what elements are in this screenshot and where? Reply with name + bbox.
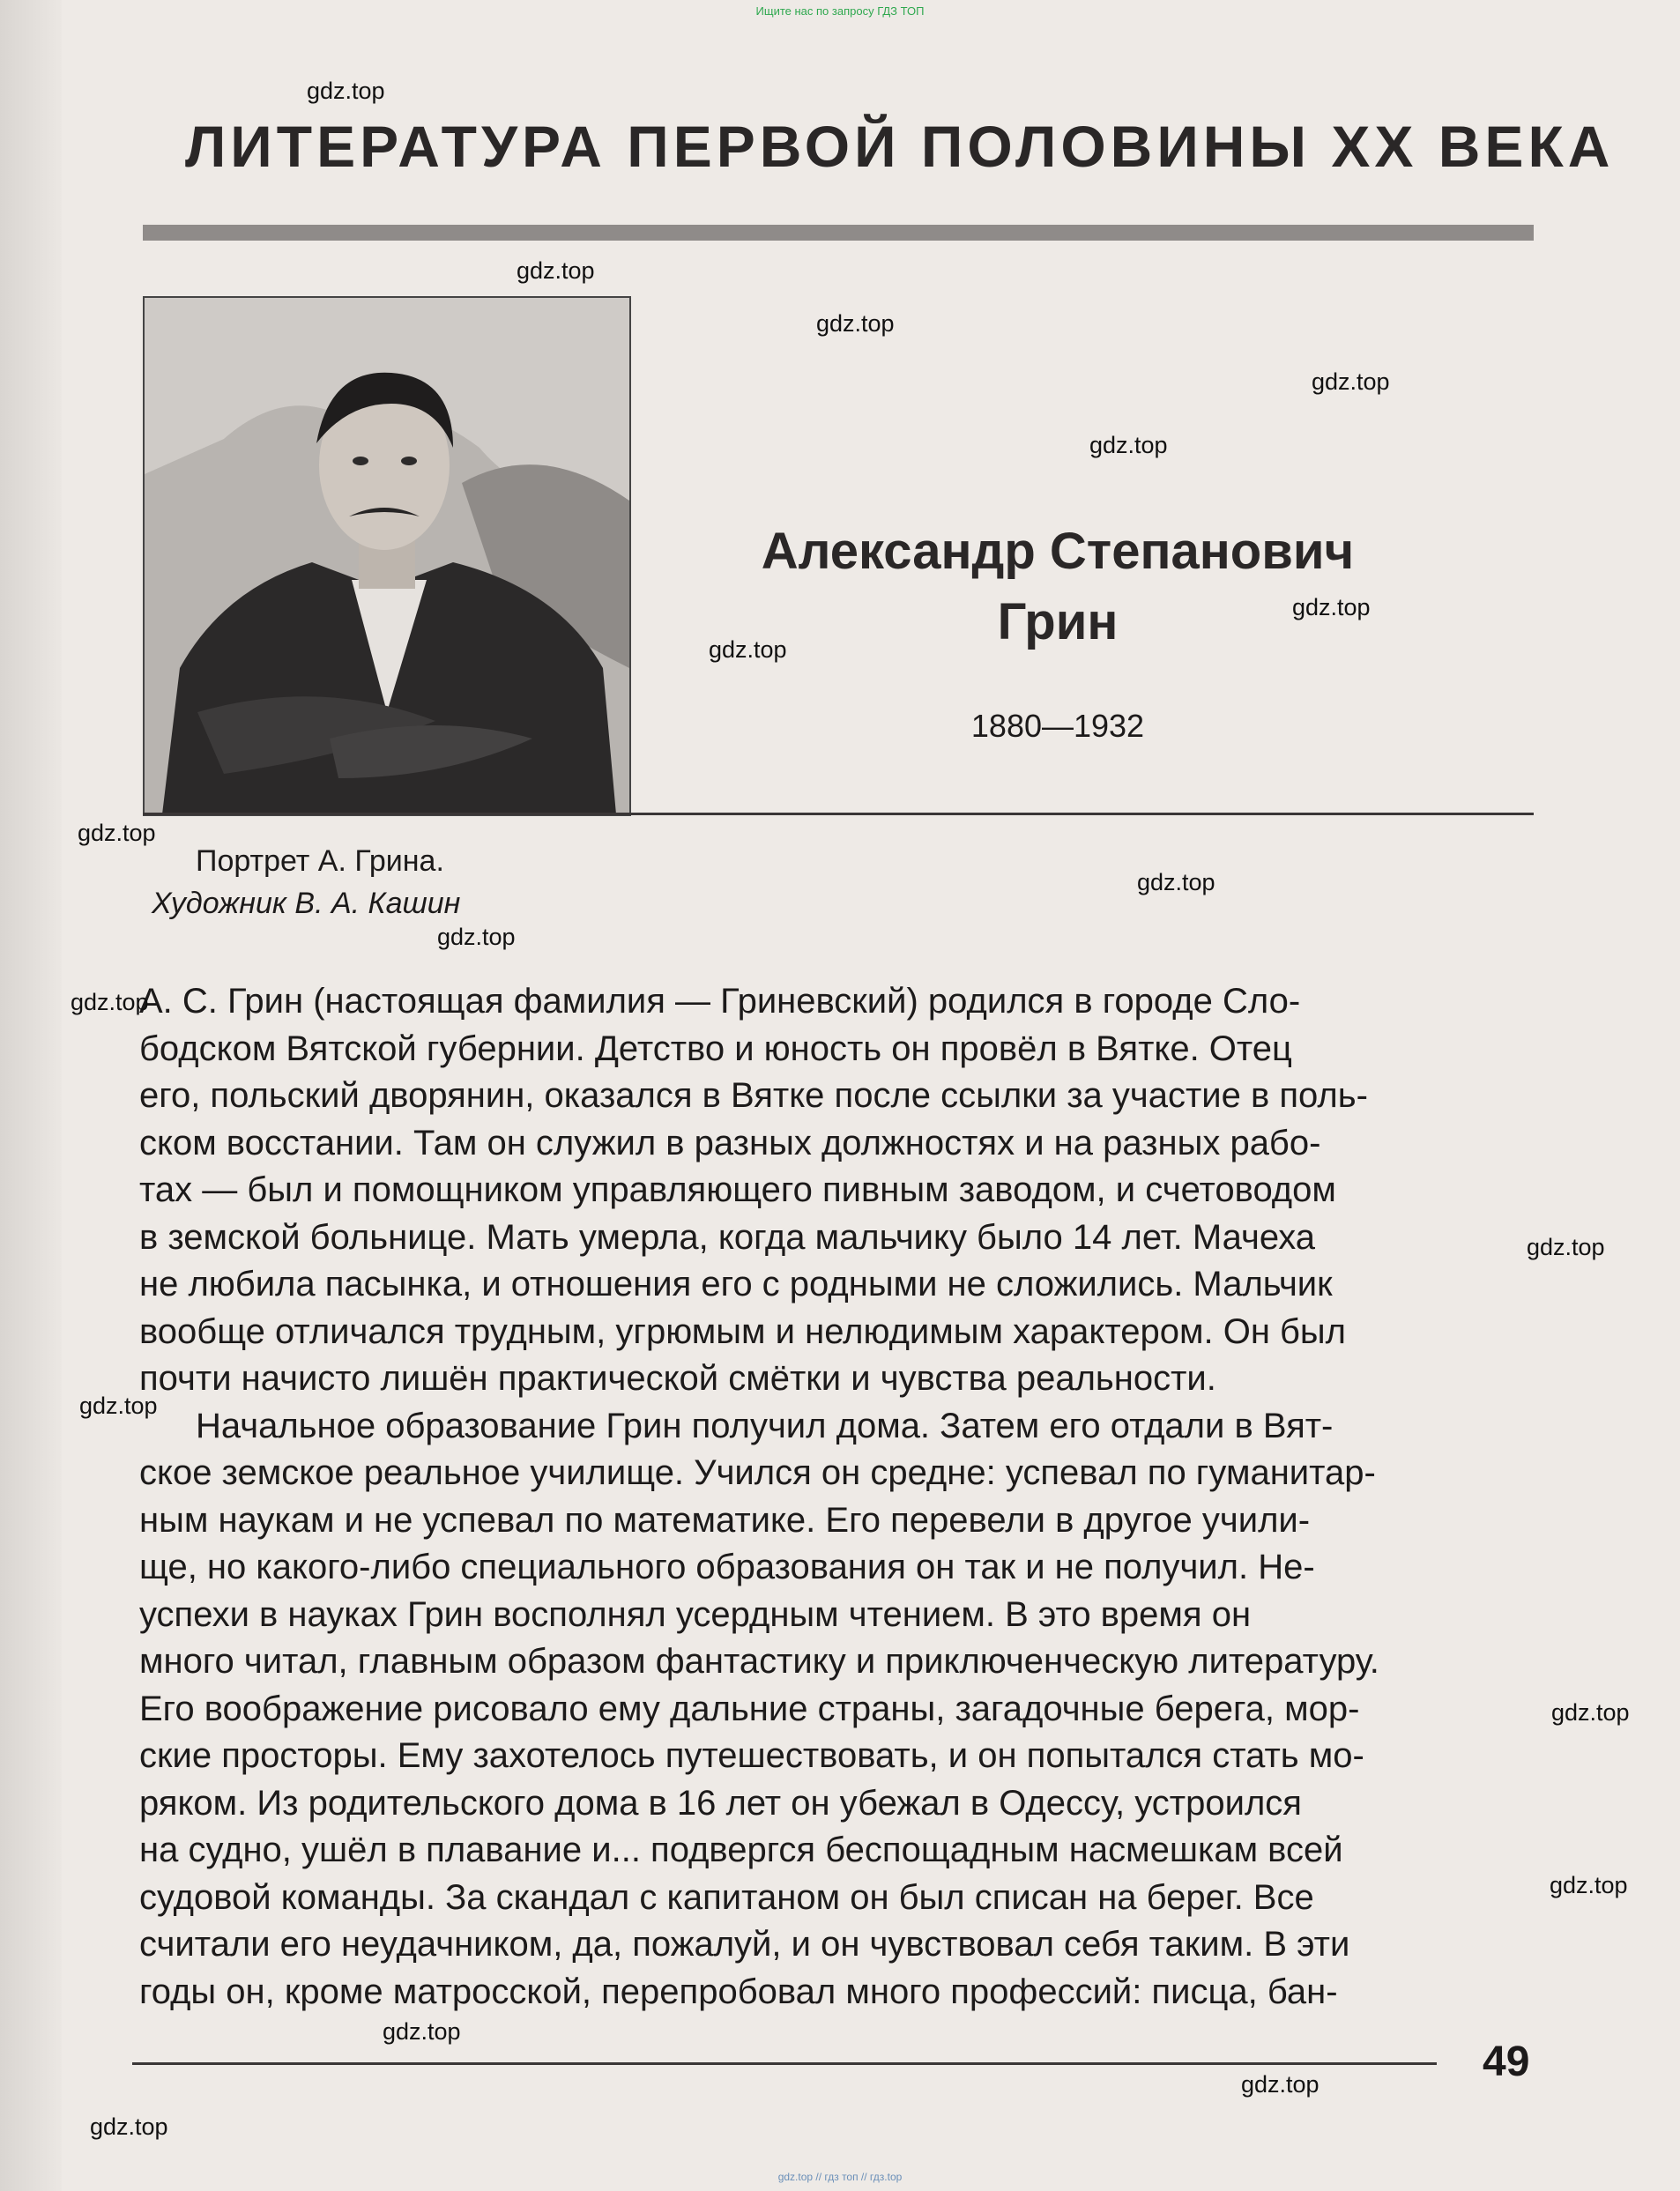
body-line: ское земское реальное училище. Учился он средне: успевал по гуманитар- [139, 1453, 1376, 1492]
title-rule [143, 225, 1534, 241]
author-first-names: Александр Степанович [761, 523, 1355, 580]
body-line: вообще отличался трудным, угрюмым и нелюдимым характером. Он был [139, 1311, 1347, 1351]
watermark: gdz.top [1137, 869, 1215, 895]
body-line: судовой команды. За скандал с капитаном он был списан на берег. Все [139, 1877, 1314, 1917]
body-line: А. С. Грин (настоящая фамилия — Гриневский) родился в городе Сло- [139, 982, 1301, 1021]
body-line: в земской больнице. Мать умерла, когда мальчику было 14 лет. Мачеха [139, 1217, 1315, 1257]
footer-rule [132, 2062, 1437, 2065]
portrait-caption: Портрет А. Грина. [196, 844, 444, 878]
body-line: Начальное образование Грин получил дома. Затем его отдали в Вят- [196, 1406, 1334, 1445]
book-spine-shadow [0, 0, 62, 2191]
body-line: ряком. Из родительского дома в 16 лет он убежал в Одессу, устроился [139, 1783, 1302, 1823]
watermark: gdz.top [517, 257, 595, 284]
body-line: успехи в науках Грин восполнял усердным чтением. В это время он [139, 1594, 1252, 1634]
author-portrait [143, 296, 631, 816]
bottom-banner: gdz.top // гдз топ // гдз.top [777, 2171, 903, 2183]
header-divider [143, 813, 1534, 815]
watermark: gdz.top [709, 636, 787, 663]
watermark: gdz.top [1551, 1699, 1630, 1726]
watermark: gdz.top [307, 78, 385, 104]
article-body [139, 978, 1532, 2016]
watermark: gdz.top [1292, 594, 1371, 620]
watermark: gdz.top [90, 2113, 168, 2140]
author-last-name: Грин [997, 593, 1119, 650]
body-line: много читал, главным образом фантастику и приключенческую литературу. [139, 1642, 1379, 1681]
watermark: gdz.top [1527, 1234, 1605, 1260]
watermark: gdz.top [1089, 432, 1168, 458]
body-line: не любила пасынка, и отношения его с родными не сложились. Мальчик [139, 1265, 1333, 1303]
top-banner: Ищите нас по запросу ГДЗ ТОП [755, 4, 925, 18]
body-line: бодском Вятской губернии. Детство и юность он провёл в Вятке. Отец [139, 1029, 1292, 1068]
body-line: почти начисто лишён практической смётки и чувства реальности. [139, 1359, 1216, 1398]
watermark: gdz.top [383, 2018, 461, 2045]
body-line: на судно, ушёл в плавание и... подвергся беспощадным насмешкам всей [139, 1831, 1343, 1869]
watermark: gdz.top [1241, 2071, 1319, 2098]
watermark: gdz.top [437, 924, 516, 950]
body-line: его, польский дворянин, оказался в Вятке после ссылки за участие в поль- [139, 1076, 1368, 1115]
body-line: ские просторы. Ему захотелось путешествовать, и он попытался стать мо- [139, 1736, 1364, 1775]
body-line: ще, но какого-либо специального образования он так и не получил. Не- [139, 1548, 1315, 1586]
body-line: ным наукам и не успевал по математике. Его перевели в другое учили- [139, 1500, 1311, 1540]
body-line: считали его неудачником, да, пожалуй, и он чувствовал себя таким. В эти [139, 1925, 1350, 1964]
portrait-drawing [145, 298, 629, 814]
body-line: Его воображение рисовало ему дальние страны, загадочные берега, мор- [139, 1689, 1360, 1728]
page-number: 49 [1483, 2039, 1530, 2085]
watermark: gdz.top [71, 989, 149, 1015]
body-line: ском восстании. Там он служил в разных должностях и на разных рабо- [139, 1123, 1321, 1162]
watermark: gdz.top [79, 1393, 158, 1419]
body-line: годы он, кроме матросской, перепробовал много профессий: писца, бан- [139, 1972, 1338, 2011]
body-line: тах — был и помощником управляющего пивным заводом, и счетоводом [139, 1170, 1336, 1209]
watermark: gdz.top [78, 820, 156, 846]
watermark: gdz.top [1550, 1872, 1628, 1898]
watermark: gdz.top [816, 310, 895, 337]
section-title: ЛИТЕРАТУРА ПЕРВОЙ ПОЛОВИНЫ XX ВЕКА [185, 114, 1615, 179]
watermark: gdz.top [1312, 368, 1390, 395]
portrait-artist: Художник В. А. Кашин [152, 887, 461, 920]
author-life-years: 1880—1932 [970, 708, 1145, 744]
